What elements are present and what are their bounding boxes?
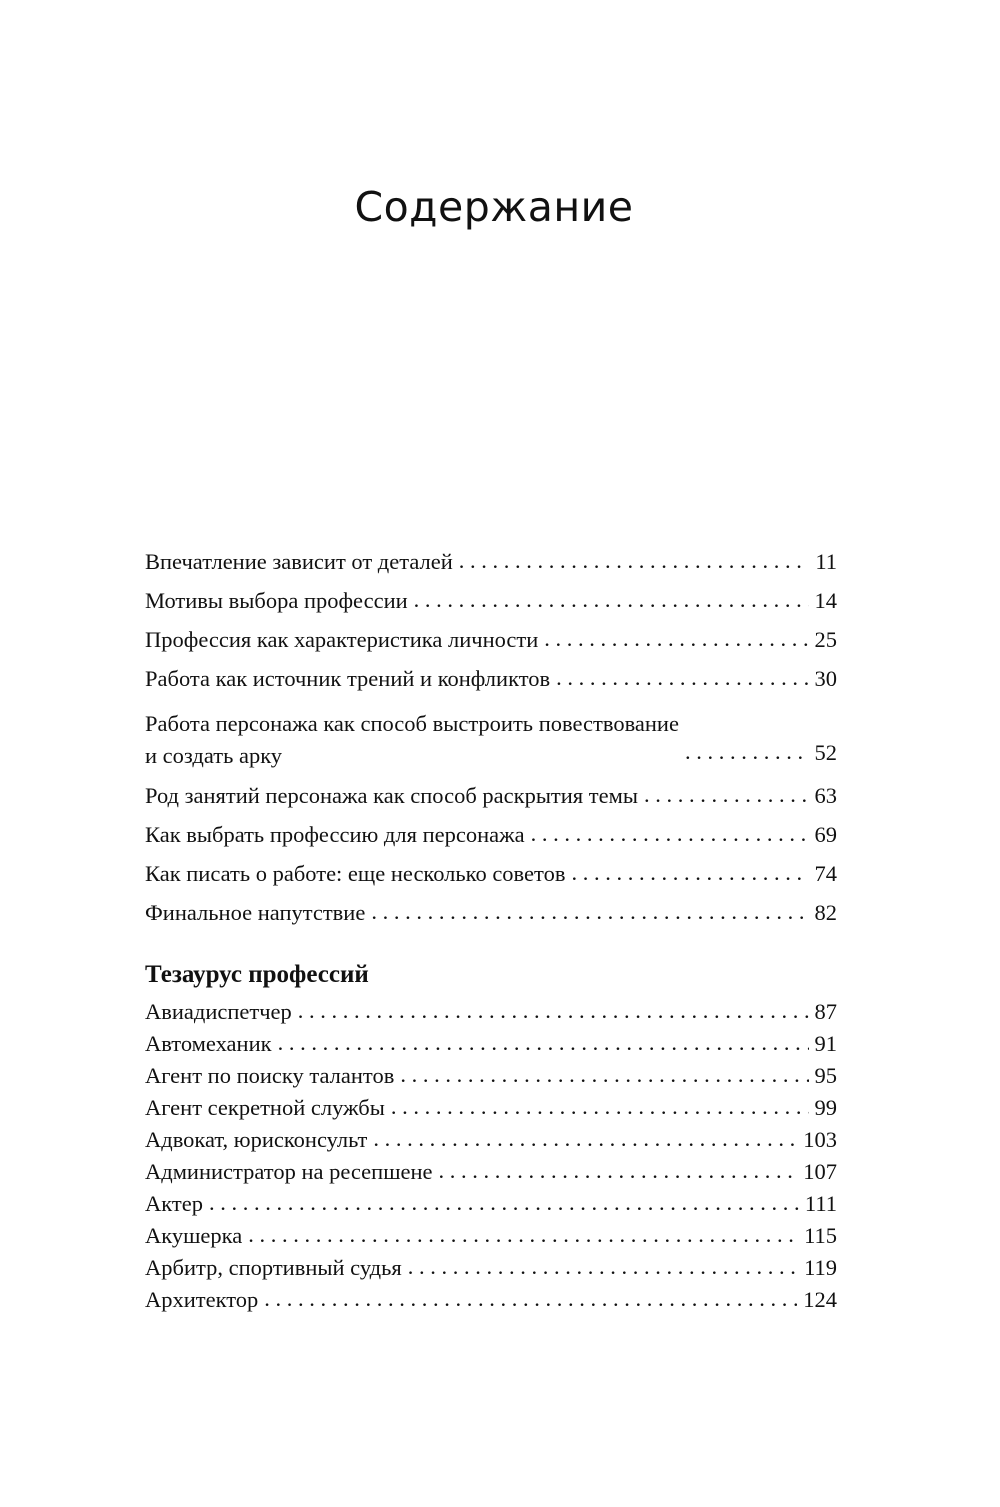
thesaurus-entry-title: Администратор на ресепшене — [145, 1159, 433, 1184]
dot-leader — [298, 995, 809, 1027]
table-of-contents — [145, 542, 837, 932]
toc-entry-page: 11 — [815, 549, 837, 574]
toc-entry-title: Как писать о работе: еще несколько советов — [145, 861, 566, 886]
toc-entry-page: 30 — [814, 666, 837, 691]
toc-entry — [145, 815, 837, 854]
toc-entry-page: 52 — [814, 740, 837, 765]
thesaurus-entry-page: 91 — [814, 1031, 837, 1056]
thesaurus-entry-page: 95 — [814, 1063, 837, 1088]
toc-entry-title — [145, 708, 679, 772]
thesaurus-entry-title: Агент по поиску талантов — [145, 1063, 395, 1088]
toc-entry — [145, 854, 837, 893]
dot-leader — [531, 814, 809, 853]
thesaurus-entry-title: Автомеханик — [145, 1031, 272, 1056]
toc-entry-title-line: Работа персонажа как способ выстроить повествование — [145, 711, 679, 736]
thesaurus-entry-title: Архитектор — [145, 1287, 259, 1312]
thesaurus-entry-title: Адвокат, юрисконсульт — [145, 1127, 368, 1152]
thesaurus-entry-page: 87 — [814, 999, 837, 1024]
dot-leader — [371, 892, 808, 931]
toc-entry — [145, 620, 837, 659]
toc-entry — [145, 698, 837, 776]
toc-entry-page: 63 — [814, 783, 837, 808]
toc-entry-page: 82 — [814, 900, 837, 925]
dot-leader — [408, 1251, 798, 1283]
thesaurus-entry — [145, 1092, 837, 1124]
thesaurus-entry — [145, 1124, 837, 1156]
thesaurus-entry-title: Арбитр, спортивный судья — [145, 1255, 402, 1280]
thesaurus-entry — [145, 1028, 837, 1060]
dot-leader — [556, 658, 808, 697]
dot-leader — [414, 580, 809, 619]
toc-entry-title: Род занятий персонажа как способ раскрытия темы — [145, 783, 638, 808]
toc-entry-title-line: и создать арку — [145, 743, 283, 768]
toc-entry-page: 14 — [814, 588, 837, 613]
page-title: Содержание — [354, 183, 634, 231]
thesaurus-entry-title: Авиадиспетчер — [145, 999, 292, 1024]
toc-entry-title: Мотивы выбора профессии — [145, 588, 408, 613]
toc-entry — [145, 776, 837, 815]
toc-entry-title: Как выбрать профессию для персонажа — [145, 822, 525, 847]
thesaurus-entry-page: 119 — [804, 1255, 837, 1280]
thesaurus-entry-page: 124 — [803, 1287, 837, 1312]
toc-entry-title: Финальное напутствие — [145, 900, 366, 925]
thesaurus-entry-title: Актер — [145, 1191, 203, 1216]
dot-leader — [373, 1123, 797, 1155]
thesaurus-entry — [145, 1156, 837, 1188]
toc-entry-page: 74 — [814, 861, 837, 886]
thesaurus-section — [145, 958, 837, 1316]
toc-entry-page: 69 — [814, 822, 837, 847]
section-heading: Тезаурус профессий — [145, 961, 369, 988]
thesaurus-entry-page: 111 — [804, 1191, 837, 1216]
dot-leader — [248, 1219, 798, 1251]
thesaurus-entry — [145, 1060, 837, 1092]
toc-entry-title: Впечатление зависит от деталей — [145, 549, 453, 574]
thesaurus-entry-title: Агент секретной службы — [145, 1095, 385, 1120]
thesaurus-entry — [145, 1220, 837, 1252]
dot-leader — [209, 1187, 799, 1219]
toc-entry — [145, 542, 837, 581]
thesaurus-entry — [145, 1188, 837, 1220]
dot-leader — [544, 619, 808, 658]
toc-entry — [145, 659, 837, 698]
dot-leader — [644, 775, 809, 814]
dot-leader — [400, 1059, 808, 1091]
thesaurus-entry-page: 107 — [803, 1159, 837, 1184]
toc-entry-page: 25 — [814, 627, 837, 652]
thesaurus-entry-page: 103 — [803, 1127, 837, 1152]
dot-leader — [685, 732, 809, 771]
dot-leader — [459, 541, 810, 580]
dot-leader — [278, 1027, 809, 1059]
thesaurus-entry-title: Акушерка — [145, 1223, 243, 1248]
thesaurus-entry — [145, 1252, 837, 1284]
thesaurus-entry — [145, 1284, 837, 1316]
thesaurus-entry — [145, 996, 837, 1028]
dot-leader — [571, 853, 808, 892]
dot-leader — [391, 1091, 809, 1123]
toc-entry — [145, 581, 837, 620]
dot-leader — [439, 1155, 798, 1187]
toc-entry-title: Работа как источник трений и конфликтов — [145, 666, 551, 691]
toc-entry — [145, 893, 837, 932]
thesaurus-entry-page: 115 — [804, 1223, 837, 1248]
toc-entry-title: Профессия как характеристика личности — [145, 627, 539, 652]
dot-leader — [264, 1283, 797, 1315]
thesaurus-entry-page: 99 — [814, 1095, 837, 1120]
